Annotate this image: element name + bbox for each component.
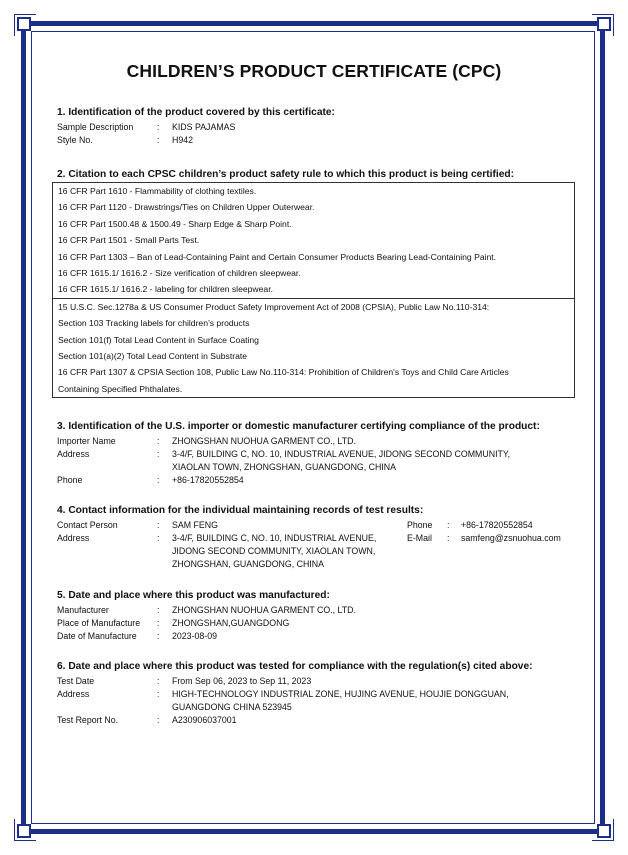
info-row: [57, 688, 577, 701]
rule-line: 16 CFR 1615.1/ 1616.2 - labeling for children sleepwear.: [58, 284, 273, 295]
section-product-identification: [57, 107, 577, 147]
field-label: Address: [57, 449, 90, 459]
contact-address-line: JIDONG SECOND COMMUNITY, XIAOLAN TOWN,: [172, 546, 376, 556]
colon: :: [157, 449, 160, 459]
colon: :: [157, 676, 160, 686]
info-row: [57, 519, 407, 532]
colon: :: [157, 715, 160, 725]
section-records-contact: [57, 505, 577, 571]
field-label: Contact Person: [57, 520, 118, 530]
rule-line: Section 101(a)(2) Total Lead Content in Substrate: [58, 351, 248, 362]
field-label: Phone: [407, 520, 433, 530]
rule-line: Section 101(f) Total Lead Content in Surface Coating: [58, 334, 259, 345]
field-label: Phone: [57, 475, 83, 485]
corner-square: [597, 824, 611, 838]
field-label: Sample Description: [57, 122, 134, 132]
rule-line: 16 CFR Part 1120 - Drawstrings/Ties on Children Upper Outerwear.: [58, 202, 315, 213]
section-safety-rules: [57, 169, 577, 183]
info-row: [57, 630, 577, 643]
rule-line: 16 CFR Part 1501 - Small Parts Test.: [58, 235, 200, 246]
importer-address-line: XIAOLAN TOWN, ZHONGSHAN, GUANGDONG, CHINA: [172, 462, 397, 472]
place-of-manufacture-value: ZHONGSHAN,GUANGDONG: [172, 618, 290, 628]
field-label: Date of Manufacture: [57, 631, 137, 641]
rule-line: 16 CFR Part 1610 - Flammability of clothing textiles.: [58, 186, 257, 196]
colon: :: [157, 618, 160, 628]
contact-person-value: SAM FENG: [172, 520, 218, 530]
rule-line: 15 U.S.C. Sec.1278a & US Consumer Product Safety Improvement Act of 2008 (CPSIA), Public Law No.110-314:: [58, 301, 490, 312]
section-heading: 1. Identification of the product covered by this certificate:: [57, 107, 335, 118]
section-manufacture: [57, 590, 577, 643]
colon: :: [157, 135, 160, 145]
field-label: Place of Manufacture: [57, 618, 141, 628]
colon: :: [157, 475, 160, 485]
colon: :: [157, 631, 160, 641]
info-row: [57, 532, 407, 545]
info-row: [57, 617, 577, 630]
field-label: Test Date: [57, 676, 95, 686]
contact-phone-value: +86-17820552854: [461, 520, 533, 530]
manufacturer-value: ZHONGSHAN NUOHUA GARMENT CO., LTD.: [172, 605, 356, 615]
colon: :: [157, 533, 160, 543]
section-heading: 3. Identification of the U.S. importer or domestic manufacturer certifying compliance of the product:: [57, 421, 540, 432]
info-row: [57, 134, 577, 147]
info-row: [57, 435, 577, 448]
info-row: [57, 474, 577, 487]
importer-name-value: ZHONGSHAN NUOHUA GARMENT CO., LTD.: [172, 436, 356, 446]
importer-phone-value: +86-17820552854: [172, 475, 244, 485]
info-row: [57, 448, 577, 461]
section-heading: 4. Contact information for the individual maintaining records of test results:: [57, 505, 424, 516]
info-row: [57, 714, 577, 727]
colon: :: [157, 605, 160, 615]
contact-email-value: samfeng@zsnuohua.com: [461, 533, 561, 543]
rule-line: Containing Specified Phthalates.: [58, 383, 183, 394]
corner-square: [597, 17, 611, 31]
contact-address-line: ZHONGSHAN, GUANGDONG, CHINA: [172, 559, 324, 569]
info-row: [57, 121, 577, 134]
section-heading: 2. Citation to each CPSC children’s product safety rule to which this product is being certified:: [57, 169, 514, 180]
style-number-value: H942: [172, 135, 194, 145]
rule-line: 16 CFR 1615.1/ 1616.2 - Size verification of children sleepwear.: [58, 268, 301, 279]
section-importer: [57, 421, 577, 487]
contact-address-line: 3-4/F, BUILDING C, NO. 10, INDUSTRIAL AVENUE,: [172, 533, 377, 543]
field-label: Address: [57, 689, 90, 699]
test-address-line: HIGH-TECHNOLOGY INDUSTRIAL ZONE, HUJING AVENUE, HOUJIE DONGGUAN,: [172, 689, 509, 699]
info-row: [407, 532, 577, 545]
field-label: E-Mail: [407, 533, 432, 543]
test-date-value: From Sep 06, 2023 to Sep 11, 2023: [172, 676, 312, 686]
section-heading: 6. Date and place where this product was tested for compliance with the regulation(s) cited above:: [57, 661, 533, 672]
colon: :: [157, 436, 160, 446]
colon: :: [157, 689, 160, 699]
field-label: Importer Name: [57, 436, 116, 446]
colon: :: [447, 520, 450, 530]
colon: :: [157, 122, 160, 132]
info-row: [57, 604, 577, 617]
section-heading: 5. Date and place where this product was manufactured:: [57, 590, 330, 601]
colon: :: [157, 520, 160, 530]
field-label: Test Report No.: [57, 715, 119, 725]
rule-line: Section 103 Tracking labels for children’s products: [58, 318, 250, 329]
info-row: [57, 675, 577, 688]
field-label: Address: [57, 533, 90, 543]
rule-line: 16 CFR Part 1303 – Ban of Lead-Containing Paint and Certain Consumer Products Bearing Lead-Containing Paint.: [58, 251, 497, 262]
safety-rules-table: [52, 182, 575, 398]
field-label: Style No.: [57, 135, 93, 145]
section-testing: [57, 661, 577, 727]
corner-square: [17, 17, 31, 31]
sample-description-value: KIDS PAJAMAS: [172, 122, 236, 132]
test-address-line: GUANGDONG CHINA 523945: [172, 702, 292, 712]
rule-line: 16 CFR Part 1500.48 & 1500.49 - Sharp Edge & Sharp Point.: [58, 218, 292, 229]
info-row: [407, 519, 577, 532]
field-label: Manufacturer: [57, 605, 109, 615]
rule-line: 16 CFR Part 1307 & CPSIA Section 108, Public Law No.110-314: Prohibition of Children's Toys and Child Care Articles: [58, 367, 509, 378]
colon: :: [447, 533, 450, 543]
certificate-title: CHILDREN’S PRODUCT CERTIFICATE (CPC): [126, 61, 502, 81]
test-report-number-value: A230906037001: [172, 715, 237, 725]
importer-address-line: 3-4/F, BUILDING C, NO. 10, INDUSTRIAL AVENUE, JIDONG SECOND COMMUNITY,: [172, 449, 511, 459]
info-row: [57, 461, 577, 474]
date-of-manufacture-value: 2023-08-09: [172, 631, 217, 641]
corner-square: [17, 824, 31, 838]
